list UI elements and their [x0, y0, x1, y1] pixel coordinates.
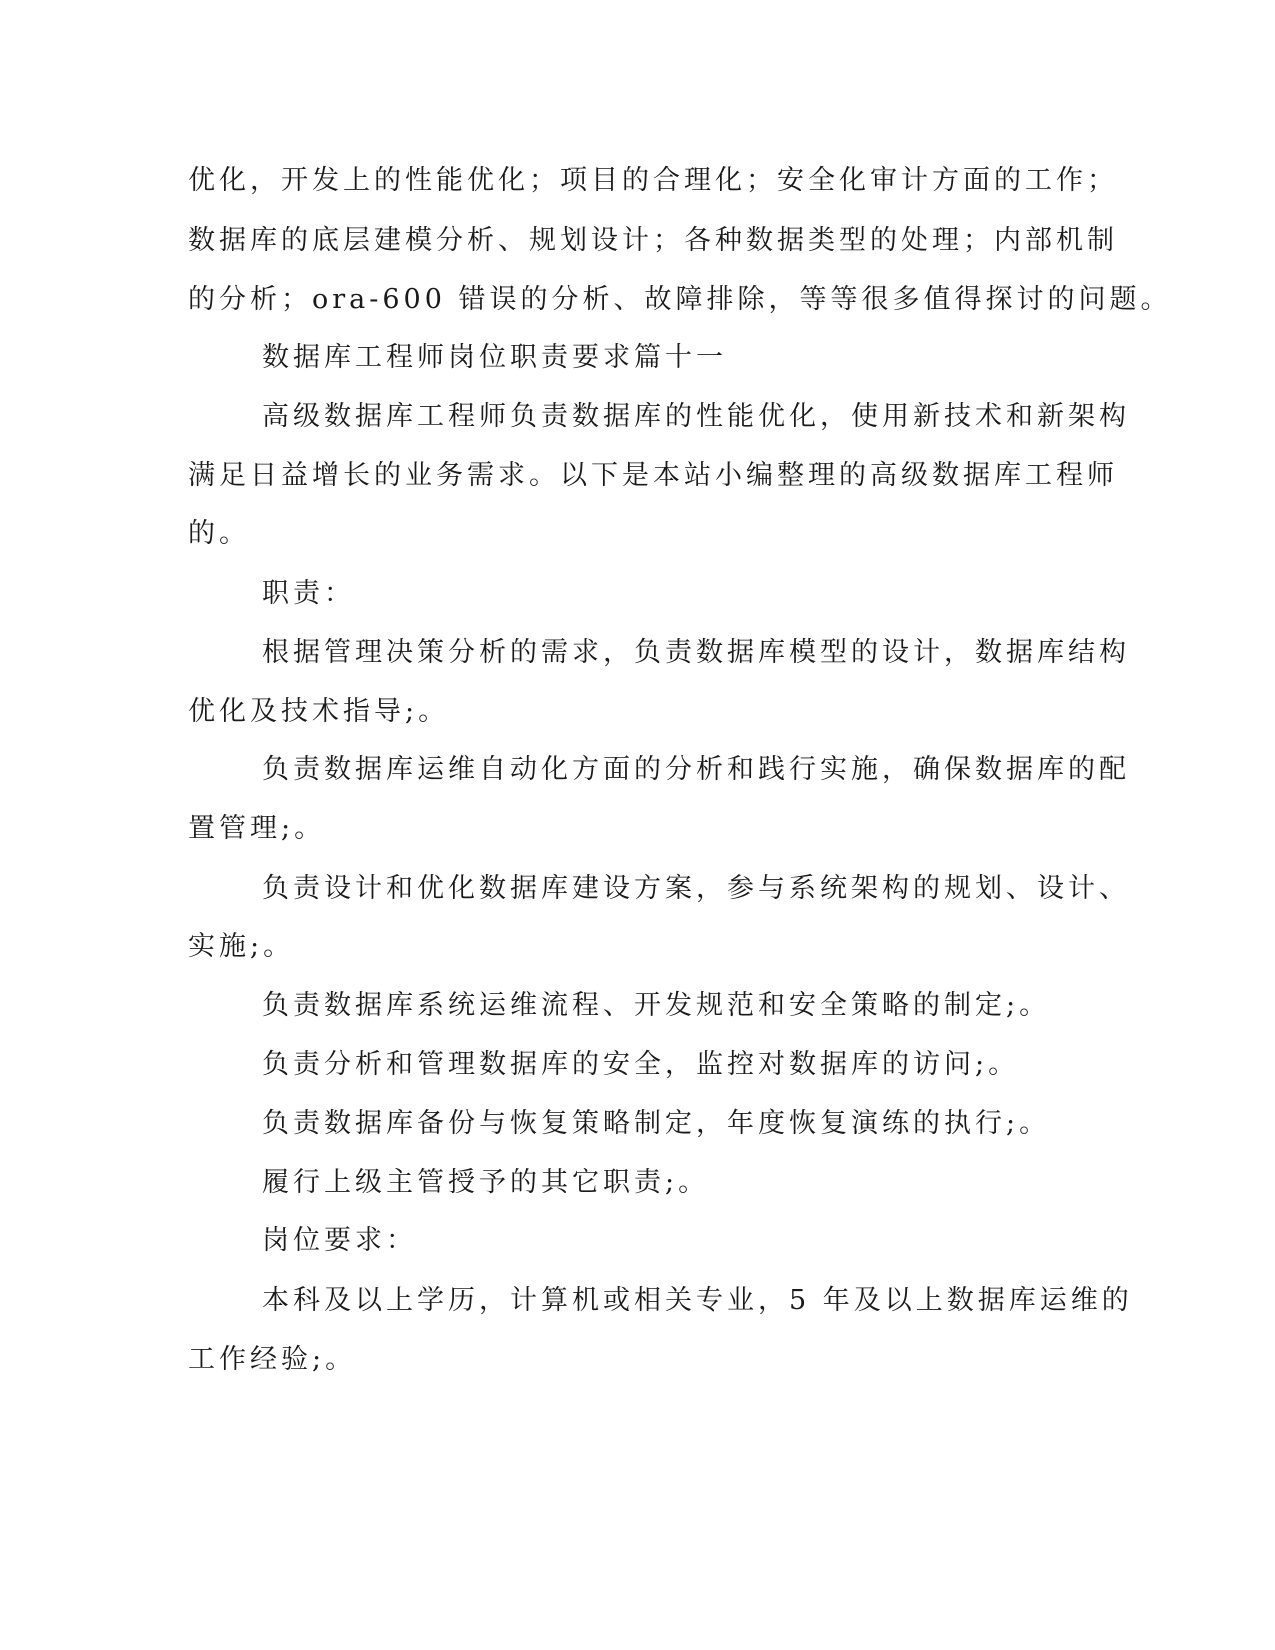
- paragraph-line: 工作经验;。: [188, 1344, 357, 1375]
- paragraph-line: 负责数据库运维自动化方面的分析和践行实施，确保数据库的配: [262, 754, 1130, 785]
- paragraph-line: 高级数据库工程师负责数据库的性能优化，使用新技术和新架构: [262, 401, 1130, 432]
- paragraph-line: 数据库的底层建模分析、规划设计；各种数据类型的处理；内部机制: [188, 225, 1118, 256]
- paragraph-line: 根据管理决策分析的需求，负责数据库模型的设计，数据库结构: [262, 637, 1130, 668]
- paragraph-line: 的分析；ora-600 错误的分析、故障排除，等等很多值得探讨的问题。: [188, 284, 1172, 315]
- paragraph-line: 满足日益增长的业务需求。以下是本站小编整理的高级数据库工程师: [188, 460, 1118, 491]
- paragraph-line: 履行上级主管授予的其它职责;。: [262, 1167, 710, 1198]
- paragraph-line: 负责数据库备份与恢复策略制定，年度恢复演练的执行;。: [262, 1108, 1051, 1139]
- paragraph-line: 优化及技术指导;。: [188, 696, 450, 727]
- paragraph-line: 负责数据库系统运维流程、开发规范和安全策略的制定;。: [262, 990, 1051, 1021]
- paragraph-line: 负责分析和管理数据库的安全，监控对数据库的访问;。: [262, 1049, 1020, 1080]
- subheading-requirements: 岗位要求：: [262, 1225, 417, 1256]
- subheading-duties: 职责：: [262, 578, 355, 609]
- section-heading: 数据库工程师岗位职责要求篇十一: [262, 342, 727, 373]
- paragraph-line: 优化，开发上的性能优化；项目的合理化；安全化审计方面的工作；: [188, 165, 1118, 196]
- paragraph-line: 负责设计和优化数据库建设方案，参与系统架构的规划、设计、: [262, 873, 1130, 904]
- paragraph-line: 实施;。: [188, 931, 295, 962]
- paragraph-line: 置管理;。: [188, 813, 326, 844]
- paragraph-line: 的。: [188, 518, 250, 549]
- paragraph-line: 本科及以上学历，计算机或相关专业，5 年及以上数据库运维的: [262, 1285, 1133, 1316]
